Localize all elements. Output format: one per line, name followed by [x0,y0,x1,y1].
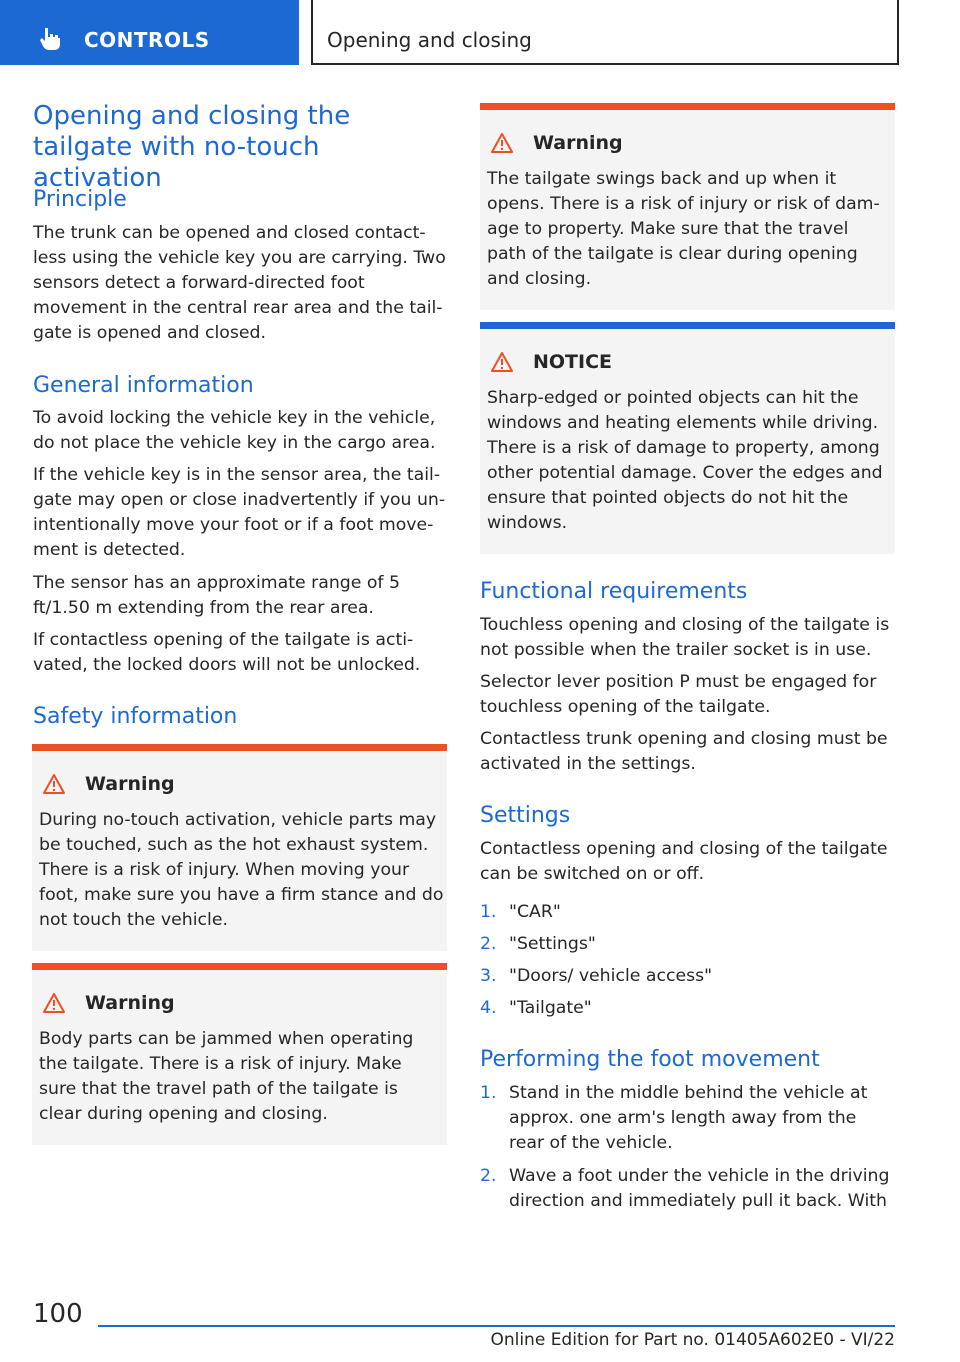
header-title-box [311,0,899,65]
list-text: "CAR" [509,902,561,922]
edition-text: Online Edition for Part no. 01405A602E0 - VI/22 [490,1330,895,1350]
list-item [480,900,880,925]
warning-box-3 [480,103,895,310]
functional-heading: Functional requirements [480,579,748,604]
settings-text: Contactless opening and closing of the tailgate can be switched on or off. [480,839,888,884]
warning-text: During no-touch activation, vehicle parts may be touched, such as the hot exhaust system. There is a risk of injury. When moving your foot, make sure you have a firm stance and do not touch the vehicle. [39,810,444,930]
functional-paragraph-3: Contactless trunk opening and closing must be activated in the settings. [480,729,888,774]
list-number: 4. [480,998,497,1018]
general-heading: General information [33,373,254,398]
list-text: Wave a foot under the vehicle in the driving direction and immediately pull it back. With [509,1166,890,1211]
warning-title: Warning [533,132,623,154]
principle-heading: Principle [33,187,127,212]
general-paragraph-2: If the vehicle key is in the sensor area, the tail-gate may open or close inadvertently if you un-intentionally move your foot or if a foot move-ment is detected. [33,465,446,560]
page-number: 100 [33,1299,83,1329]
warning-text: Body parts can be jammed when operating the tailgate. There is a risk of injury. Make sure that the travel path of the tailgate is clear during opening and closing. [39,1029,414,1124]
warning-triangle-icon [490,132,514,154]
list-item [480,932,880,957]
principle-text: The trunk can be opened and closed contact-less using the vehicle key you are carrying. Two sensors detect a forward-directed foot movement in the central rear area and the tail-gate is opened and closed. [33,223,446,343]
main-heading: Opening and closing the tailgate with no-touch activation [33,101,351,193]
warning-header [42,992,175,1014]
list-text: Stand in the middle behind the vehicle at approx. one arm's length away from the rear of the vehicle. [509,1083,868,1153]
list-text: "Settings" [509,934,596,954]
functional-paragraph-2: Selector lever position P must be engaged for touchless opening of the tailgate. [480,672,877,717]
warning-box-1 [32,744,447,951]
warning-header [42,773,175,795]
warning-box-2 [32,963,447,1145]
list-item [480,1164,890,1214]
functional-paragraph-1: Touchless opening and closing of the tailgate is not possible when the trailer socket is in use. [480,615,890,660]
warning-title: Warning [85,992,175,1014]
general-paragraph-1: To avoid locking the vehicle key in the vehicle, do not place the vehicle key in the cargo area. [33,408,436,453]
list-number: 2. [480,934,497,954]
section-label: CONTROLS [84,28,210,52]
header-section-tab [0,0,299,65]
warning-title: Warning [85,773,175,795]
list-number: 1. [480,902,497,922]
warning-triangle-icon [42,992,66,1014]
notice-text: Sharp-edged or pointed objects can hit the windows and heating elements while driving. There is a risk of damage to property, among other potential damage. Cover the edges and ensure that pointed objects do not hit the windows. [487,388,883,533]
warning-triangle-icon [42,773,66,795]
warning-text: The tailgate swings back and up when it opens. There is a risk of injury or risk of dam-age to property. Make sure that the travel path of the tailgate is clear during opening and closing. [487,169,880,289]
warning-header [490,132,623,154]
list-text: "Doors/ vehicle access" [509,966,713,986]
general-paragraph-4: If contactless opening of the tailgate is acti-vated, the locked doors will not be unlocked. [33,630,421,675]
list-number: 2. [480,1166,497,1186]
notice-box [480,322,895,554]
list-item [480,1081,890,1156]
list-item [480,996,880,1021]
notice-header [490,351,612,373]
list-text: "Tailgate" [509,998,592,1018]
foot-movement-heading: Performing the foot movement [480,1047,820,1072]
footer-divider [98,1325,895,1327]
notice-title: NOTICE [533,351,613,373]
list-number: 1. [480,1083,497,1103]
safety-heading: Safety information [33,704,238,729]
warning-triangle-icon [490,351,514,373]
hand-pointer-icon [38,26,64,52]
list-number: 3. [480,966,497,986]
general-paragraph-3: The sensor has an approximate range of 5 ft/1.50 m extending from the rear area. [33,573,401,618]
list-item [480,964,880,989]
settings-heading: Settings [480,803,571,828]
chapter-title: Opening and closing [327,28,532,52]
